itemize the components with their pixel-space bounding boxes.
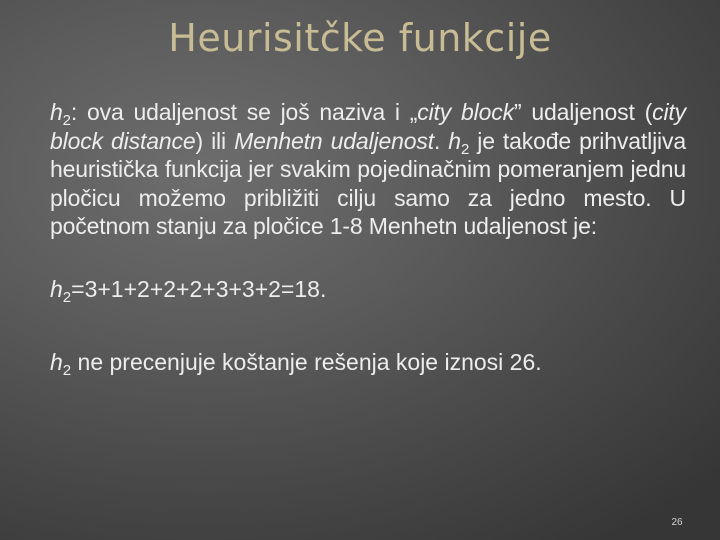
italic-term-city-block: city block [417, 99, 514, 125]
h-subscript: 2 [62, 288, 72, 306]
text-segment: ” udaljenost ( [513, 99, 653, 125]
slide-title: Heurisitčke funkcije [168, 16, 552, 60]
text-segment: . [433, 127, 449, 154]
h-symbol: h [50, 99, 63, 125]
paragraph-h2-value [50, 275, 686, 304]
paragraph-admissibility [50, 348, 686, 377]
text-segment: je takođe prihvatljiva heuristička funkcija jer svakim pojedinačnim pomeranjem jednu pločicu možemo približiti cilju samo za jedno mesto. U početnom stanju za pločice 1-8 Menhetn udaljenost je: [50, 127, 687, 239]
italic-term-menhetn-udaljenost: Menhetn udaljenost [234, 127, 434, 154]
h-subscript: 2 [62, 112, 71, 129]
paragraph-manhattan-definition [50, 98, 686, 241]
italic-term-city-block-distance: city block distance [50, 99, 687, 154]
text-segment: ) ili [195, 127, 235, 154]
h-symbol: h [50, 275, 63, 302]
h2-sum-expression: =3+1+2+2+2+3+3+2=18. [71, 275, 327, 302]
text-segment: : ova udaljenost se još naziva i „ [70, 99, 418, 125]
h-subscript: 2 [460, 140, 470, 158]
h-subscript: 2 [62, 362, 72, 379]
text-segment: ne precenjuje koštanje rešenja koje iznosi 26. [71, 349, 542, 375]
h-symbol: h [50, 349, 63, 375]
page-number: 26 [671, 517, 683, 528]
h-symbol: h [448, 127, 461, 154]
slide-body [50, 98, 686, 377]
